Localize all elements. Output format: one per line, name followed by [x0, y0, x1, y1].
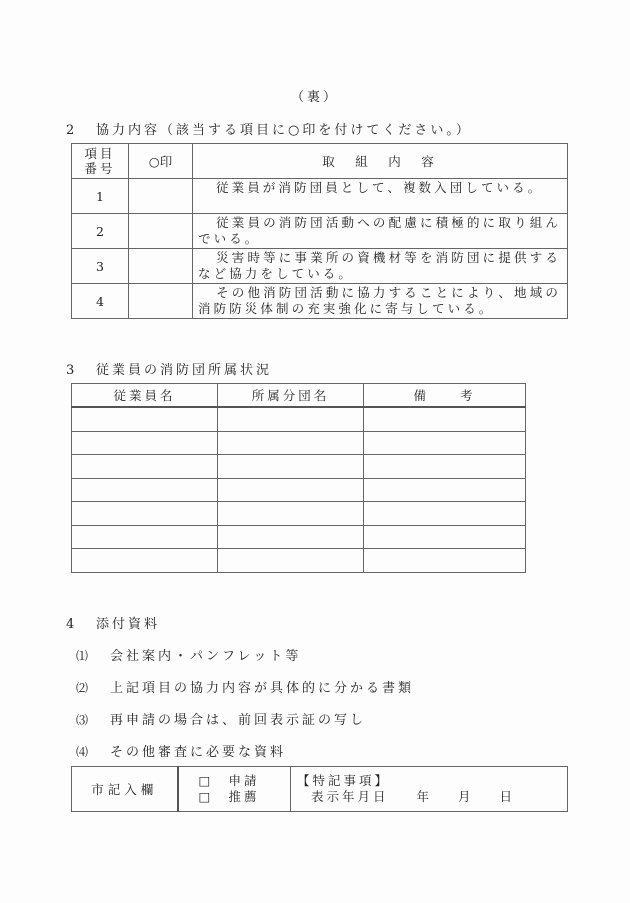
employee-name-cell[interactable] [72, 549, 218, 573]
header-item-number-line1: 項目 [84, 146, 116, 161]
special-notes-title: 【特記事項】 [297, 773, 391, 788]
application-type-cell [178, 767, 291, 812]
section3-number: 3 [66, 363, 75, 378]
cooperation-table-header [72, 144, 568, 179]
section2-title: 協力内容（該当する項目に○印を付けてください。） [96, 123, 472, 138]
table-row [72, 249, 568, 284]
display-date-line [291, 789, 567, 805]
table-row [72, 431, 526, 455]
employee-name-cell[interactable] [72, 407, 218, 431]
table-row [72, 407, 526, 431]
header-content: 取 組 内 容 [193, 144, 568, 179]
row-number: 4 [72, 284, 129, 319]
row-number: 1 [72, 179, 129, 214]
content-text: 従業員が消防団員として、複数入団している。 [216, 180, 544, 195]
option-recommendation[interactable] [179, 789, 291, 805]
remarks-cell[interactable] [364, 525, 526, 549]
content-text: 従業員の消防団活動への配慮に積極的に取り組んでいる。 [198, 215, 561, 246]
employee-name-cell[interactable] [72, 455, 218, 479]
attachment-text: 再申請の場合は、前回表示証の写し [110, 713, 367, 728]
section2-heading [66, 119, 472, 138]
content-cell [193, 179, 568, 214]
section2-number: 2 [66, 123, 75, 138]
special-notes-cell [291, 767, 568, 812]
mark-cell[interactable] [129, 214, 193, 249]
attachment-text: 会社案内・パンフレット等 [110, 649, 302, 664]
mark-cell[interactable] [129, 249, 193, 284]
branch-name-cell[interactable] [218, 502, 364, 526]
attachment-index: ⑵ [76, 681, 89, 695]
remarks-cell[interactable] [364, 502, 526, 526]
section4-title: 添付資料 [96, 617, 161, 632]
header-item-number-line2: 番号 [84, 161, 116, 176]
employee-name-cell[interactable] [72, 431, 218, 455]
month-label: 月 [458, 789, 474, 804]
year-label: 年 [416, 789, 433, 804]
employee-table-header [72, 384, 526, 408]
branch-name-cell[interactable] [218, 478, 364, 502]
employee-name-cell[interactable] [72, 478, 218, 502]
city-use-label: 市記入欄 [72, 767, 178, 812]
table-row [72, 284, 568, 319]
table-row [72, 455, 526, 479]
content-cell [193, 284, 568, 319]
attachment-text: その他審査に必要な資料 [110, 745, 287, 760]
attachment-item [76, 741, 286, 760]
branch-name-cell[interactable] [218, 407, 364, 431]
attachment-item [76, 677, 414, 696]
header-item-number [72, 144, 129, 179]
cooperation-table [71, 143, 568, 319]
header-mark: ○印 [129, 144, 193, 179]
option-application[interactable] [179, 773, 291, 789]
table-row [72, 549, 526, 573]
table-row [72, 179, 568, 214]
employee-table [71, 383, 526, 573]
attachment-index: ⑶ [76, 713, 89, 727]
table-row [72, 478, 526, 502]
table-row [72, 502, 526, 526]
section4-heading [66, 613, 160, 632]
content-cell [193, 214, 568, 249]
content-text: 災害時等に事業所の資機材等を消防団に提供するなど協力をしている。 [198, 250, 561, 281]
remarks-cell[interactable] [364, 407, 526, 431]
content-cell [193, 249, 568, 284]
attachment-item [76, 709, 366, 728]
row-number: 2 [72, 214, 129, 249]
mark-cell[interactable] [129, 284, 193, 319]
remarks-cell[interactable] [364, 431, 526, 455]
header-branch-name: 所属分団名 [218, 384, 364, 408]
display-date-label: 表示年月日 [311, 789, 389, 804]
section3-title: 従業員の消防団所属状況 [96, 363, 273, 378]
option-application-label: 申請 [228, 773, 260, 788]
branch-name-cell[interactable] [218, 431, 364, 455]
checkbox-icon[interactable]: □ [198, 789, 211, 804]
remarks-cell[interactable] [364, 478, 526, 502]
row-number: 3 [72, 249, 129, 284]
branch-name-cell[interactable] [218, 525, 364, 549]
attachment-item [76, 645, 301, 664]
header-employee-name: 従業員名 [72, 384, 218, 408]
option-recommendation-label: 推薦 [228, 789, 260, 804]
city-use-box [71, 766, 568, 812]
page-label-back: （裏） [290, 90, 339, 105]
checkbox-icon[interactable]: □ [198, 773, 211, 788]
header-remarks: 備 考 [364, 384, 526, 408]
content-text: その他消防団活動に協力することにより、地域の消防防災体制の充実強化に寄与している。 [198, 285, 561, 316]
mark-cell[interactable] [129, 179, 193, 214]
day-label: 日 [499, 789, 516, 804]
attachment-index: ⑴ [76, 649, 89, 663]
section4-number: 4 [66, 617, 75, 632]
employee-name-cell[interactable] [72, 525, 218, 549]
attachment-text: 上記項目の協力内容が具体的に分かる書類 [110, 681, 415, 696]
section3-heading [66, 359, 272, 378]
branch-name-cell[interactable] [218, 455, 364, 479]
table-row [72, 525, 526, 549]
employee-name-cell[interactable] [72, 502, 218, 526]
attachment-index: ⑷ [76, 745, 89, 759]
table-row [72, 214, 568, 249]
remarks-cell[interactable] [364, 455, 526, 479]
branch-name-cell[interactable] [218, 549, 364, 573]
remarks-cell[interactable] [364, 549, 526, 573]
